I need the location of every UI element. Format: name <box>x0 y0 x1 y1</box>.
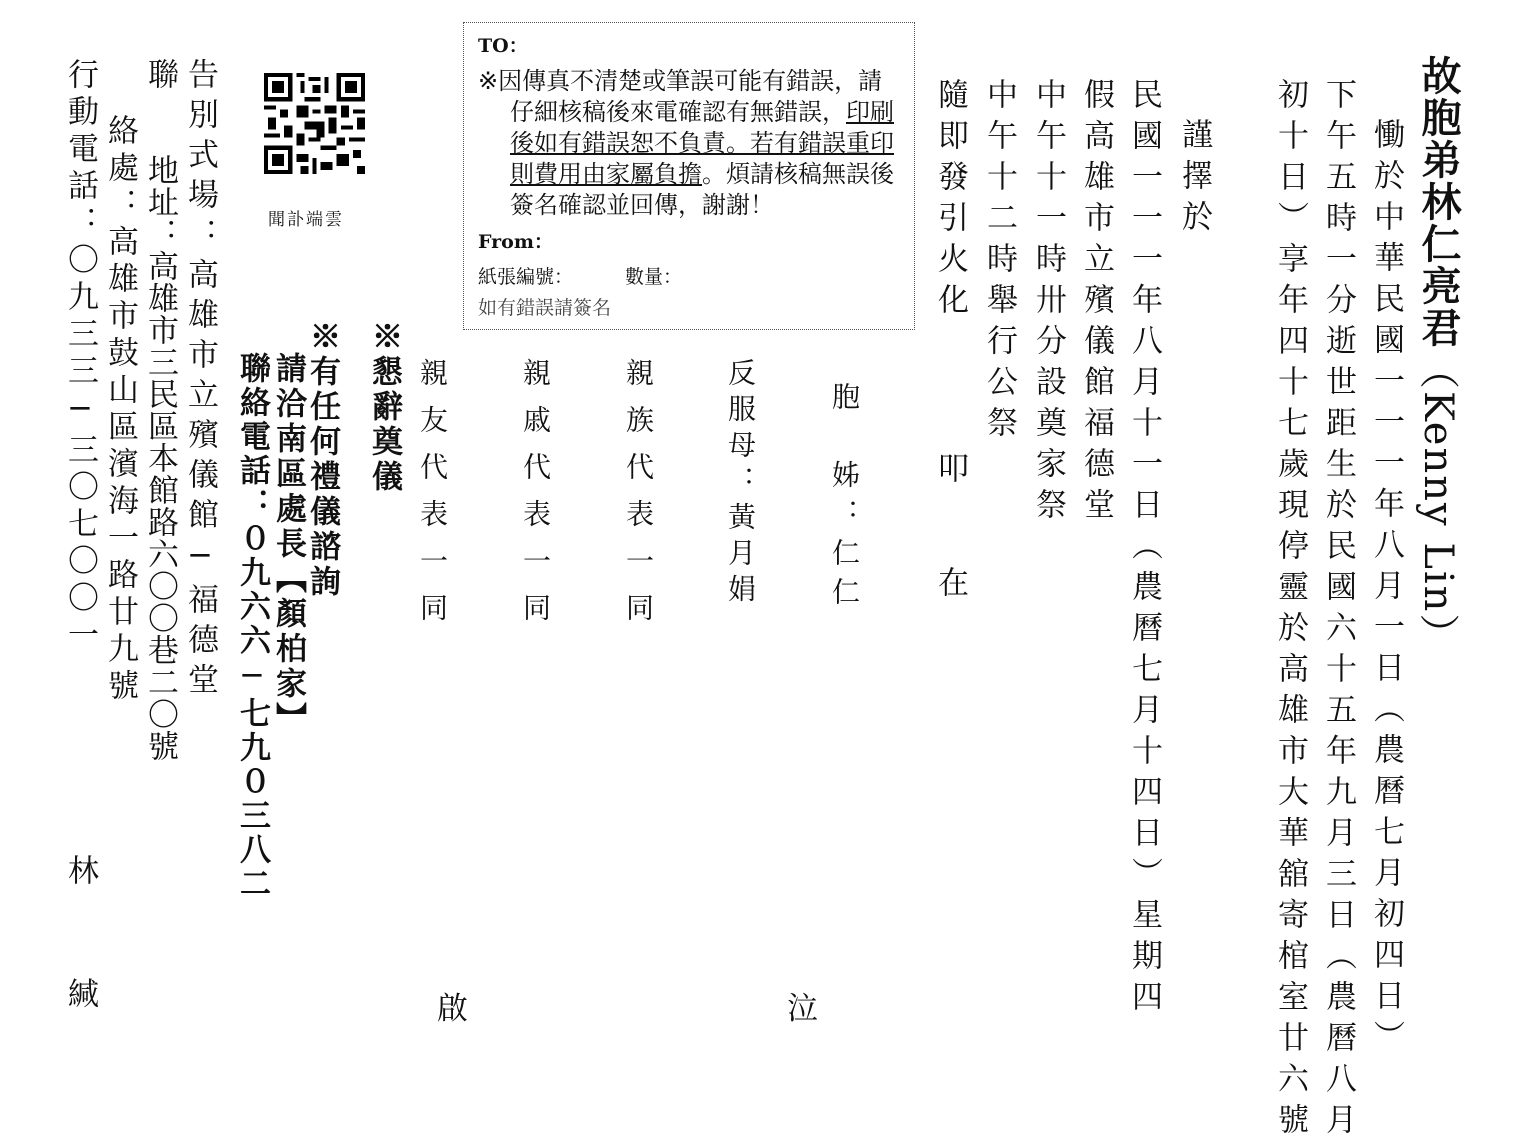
mourner-mother: 反服母：黃月娟 <box>724 358 757 610</box>
family-rites-time: 中午十一時卅分設奠家祭 <box>1030 78 1066 529</box>
notice-to: TO： <box>478 35 528 57</box>
announcement-line-3: 初十日）享年四十七歲現停靈於高雄市大華舘寄棺室廿六號 <box>1272 78 1308 1144</box>
closing-announce: 啟 <box>437 991 468 1027</box>
deceased-name: 故胞弟林仁亮君 <box>1415 55 1462 349</box>
qr-caption: 聞訃端雲 <box>268 210 344 230</box>
quantity-label: 數量： <box>625 266 683 288</box>
mobile-phone: 行動電話：〇九三三─三〇七〇〇一 <box>62 58 98 655</box>
contact-address: 聯 地址：高雄市三民區本館路六〇〇巷二〇號 <box>142 58 178 762</box>
present-mark: 在 <box>932 566 968 607</box>
etiquette-phone: 聯絡電話：０九六六─七九０三八二 <box>234 352 270 901</box>
mourner-friends: 親友代表一同 <box>416 358 449 640</box>
ceremony-date: 民國一一一年八月十一日（農曆七月十四日）星期四 <box>1126 78 1162 1021</box>
etiquette-line-2: 請洽南區處長【顏柏家】 <box>270 352 306 737</box>
qr-code-icon[interactable] <box>264 73 365 174</box>
mourner-clan: 親族代表一同 <box>622 358 655 640</box>
notice-from: From： <box>478 231 553 253</box>
deceased-title <box>1415 55 1462 656</box>
cremation-note: 隨即發引火化 <box>932 78 968 324</box>
proof-notice-box <box>463 22 915 330</box>
announcement-line-2: 下午五時一分逝世距生於民國六十五年九月三日（農曆八月 <box>1320 78 1356 1144</box>
public-rites-time: 中午十二時舉行公祭 <box>981 78 1017 447</box>
mourner-sister: 胞 姊：仁仁 <box>828 382 861 616</box>
ceremony-venue: 假高雄市立殯儀館福德堂 <box>1078 78 1114 529</box>
announcement-line-1: 慟於中華民國一一一年八月一日（農曆七月初四日） <box>1368 118 1404 1061</box>
notice-mark: ※ <box>478 67 499 95</box>
notice-message <box>478 66 904 221</box>
english-name: （Kenny Lin） <box>1415 349 1461 656</box>
declines-condolence: ※懇辭奠儀 <box>366 320 402 495</box>
contact-office: 絡處：高雄市鼓山區濱海一路廿九號 <box>102 114 138 706</box>
notice-fields <box>478 262 904 289</box>
notice-emphasis: 印刷後如有錯誤恕不負責。若有錯誤重印則費用由家屬負擔 <box>510 98 894 188</box>
notice-cut-text: 如有錯誤請簽名 <box>478 297 612 319</box>
family-sign: 林 緘 <box>62 854 98 1018</box>
etiquette-line-1: ※有任何禮儀諮詢 <box>304 320 340 600</box>
closing-weep: 泣 <box>787 991 818 1027</box>
farewell-venue: 告別式場：高雄市立殯儀館─福德堂 <box>182 58 218 703</box>
notice-text-1: 因傳真不清楚或筆誤可能有錯誤，請仔細核稿後來電確認有無錯誤， <box>498 67 883 126</box>
kowtow-mark: 叩 <box>932 452 968 493</box>
notice-text-2: 。煩請核稿無誤後簽名確認並回傳，謝謝！ <box>510 160 894 219</box>
mourner-relatives: 親戚代表一同 <box>519 358 552 640</box>
chosen-label: 謹擇於 <box>1176 118 1212 241</box>
paper-number-label: 紙張編號： <box>478 266 574 288</box>
